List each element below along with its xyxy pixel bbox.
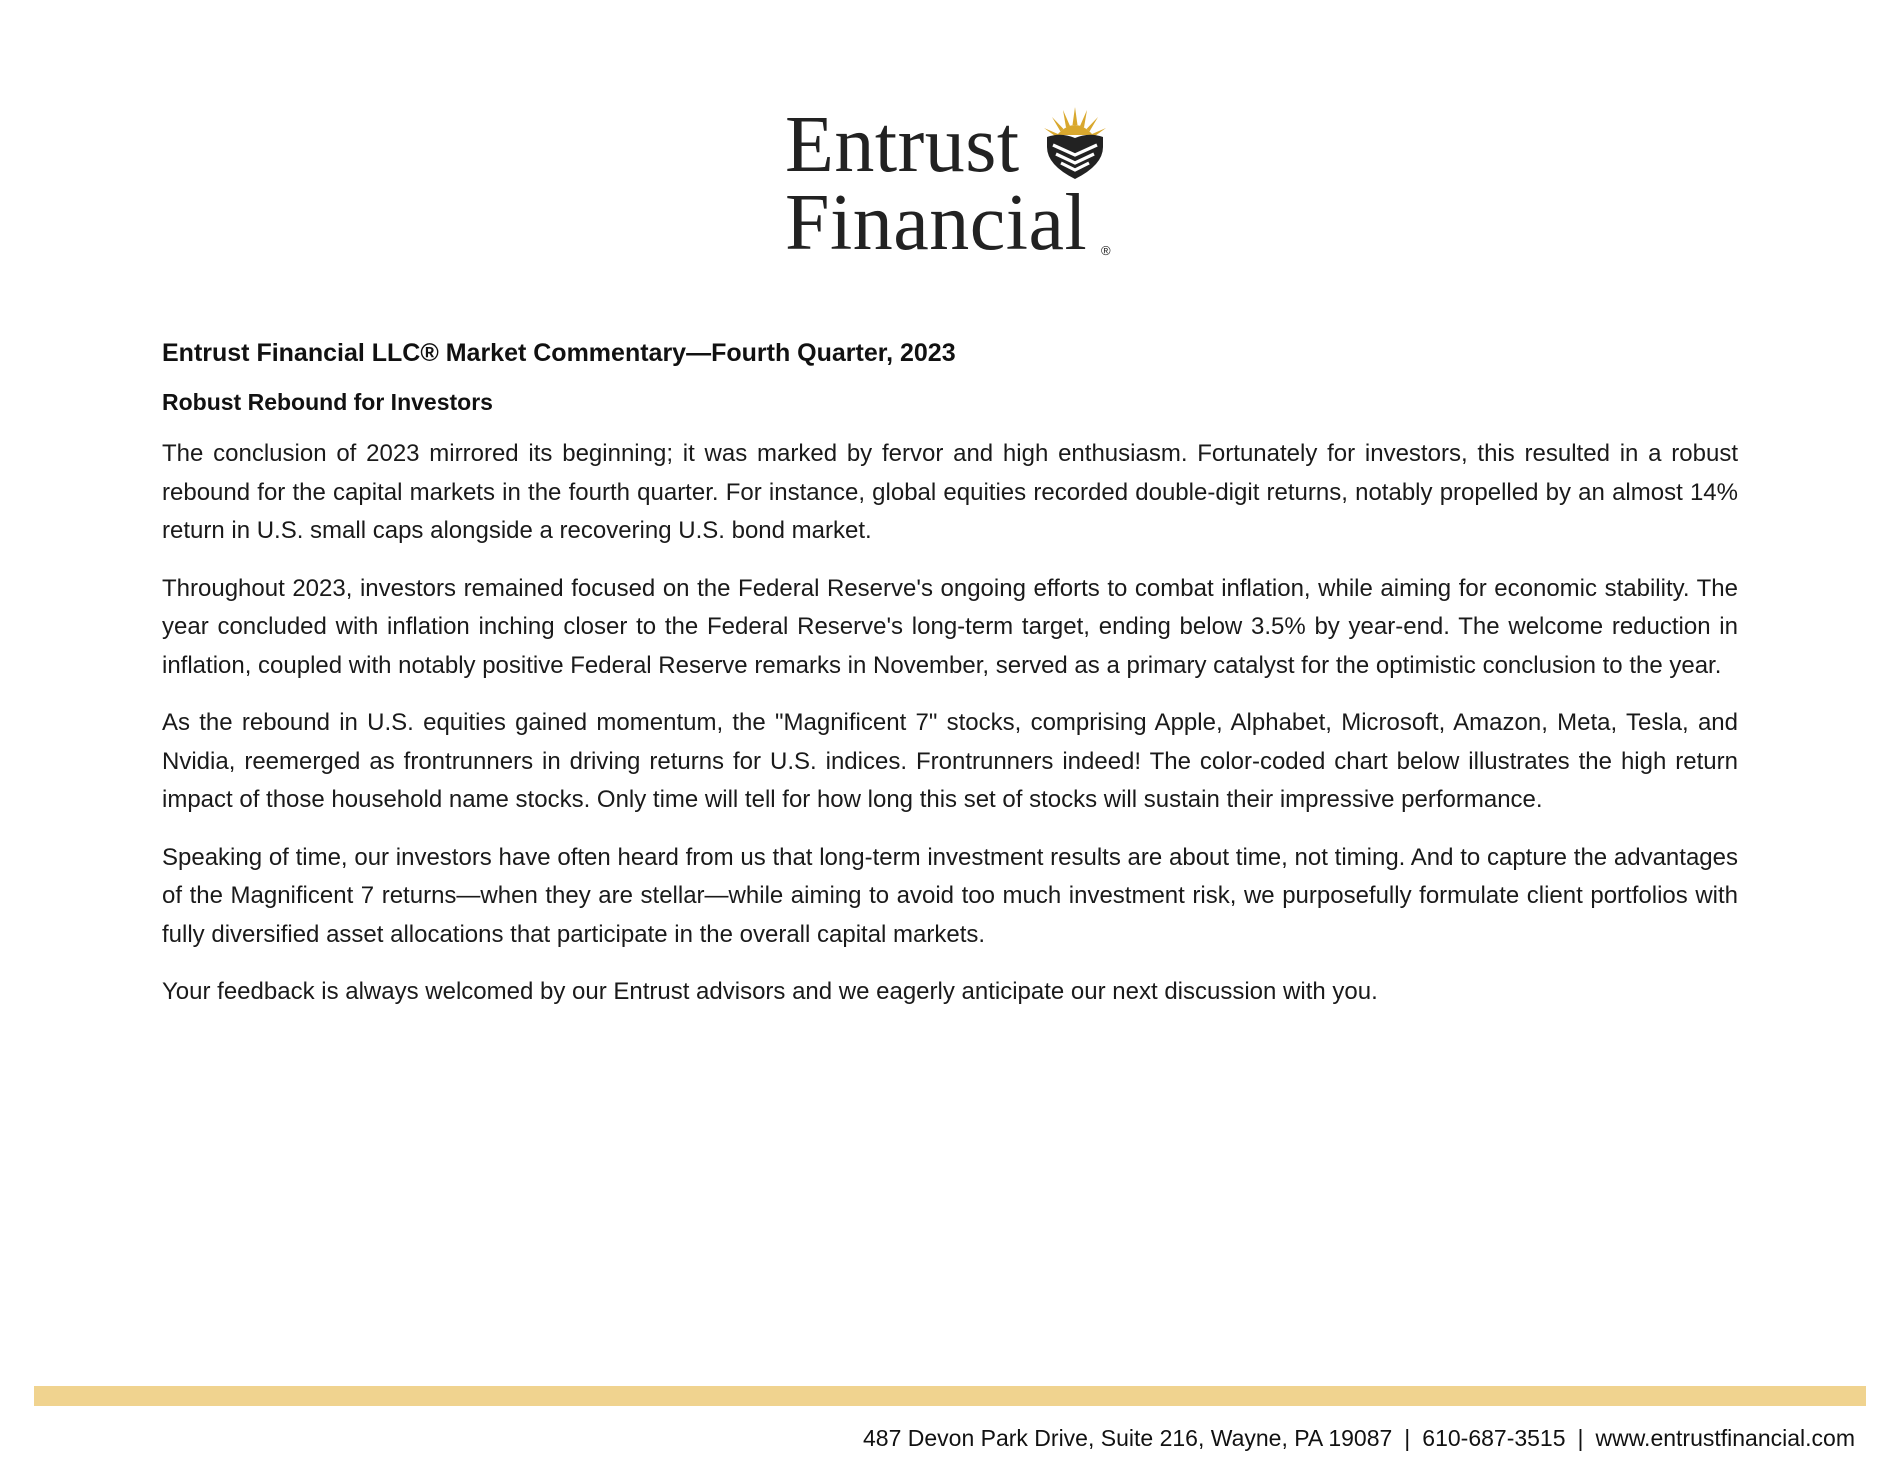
logo-word-entrust: Entrust — [785, 101, 1020, 189]
document-title: Entrust Financial LLC® Market Commentary—Fourth Quarter, 2023 — [162, 339, 956, 367]
footer-contact — [863, 1422, 1855, 1454]
paragraph-5: Your feedback is always welcomed by our Entrust advisors and we eagerly anticipate our next discussion with you. — [162, 978, 1378, 1005]
footer-address: 487 Devon Park Drive, Suite 216, Wayne, PA 19087 — [862, 1425, 1393, 1451]
paragraph-1: The conclusion of 2023 mirrored its beginning; it was marked by fervor and high enthusiasm. Fortunately for investors, this resulted in a robust rebound for the capital markets in the fourth quarter. For instance, global equities recorded double-digit returns, notably propelled by an almost 14% return in U.S. small caps alongside a recovering U.S. bond market. — [162, 440, 1738, 544]
section-heading: Robust Rebound for Investors — [162, 389, 493, 415]
footer-phone: 610-687-3515 — [1422, 1425, 1566, 1451]
commentary-body — [162, 336, 1738, 1031]
footer-separator: | — [1577, 1425, 1584, 1451]
company-logo — [785, 101, 1125, 267]
footer-divider-bar — [34, 1386, 1866, 1406]
paragraph-4: Speaking of time, our investors have often heard from us that long-term investment results are about time, not timing. And to capture the advantages of the Magnificent 7 returns—when they are stellar—while aiming to avoid too much investment risk, we purposefully formulate client portfolios with fully diversified asset allocations that participate in the overall capital markets. — [162, 843, 1738, 948]
paragraph-3: As the rebound in U.S. equities gained momentum, the "Magnificent 7" stocks, comprising Apple, Alphabet, Microsoft, Amazon, Meta, Tesla, and Nvidia, reemerged as frontrunners in driving returns for U.S. indices. Frontrunners indeed! The color-coded chart below illustrates the high return impact of those household name stocks. Only time will tell for how long this set of stocks will sustain their impressive performance. — [162, 709, 1738, 813]
logo-word-financial: Financial — [785, 179, 1088, 267]
sun-shield-icon — [1039, 105, 1111, 181]
footer-separator: | — [1404, 1425, 1411, 1451]
footer-website-link[interactable]: www.entrustfinancial.com — [1595, 1425, 1855, 1451]
paragraph-2: Throughout 2023, investors remained focused on the Federal Reserve's ongoing efforts to combat inflation, while aiming for economic stability. The year concluded with inflation inching closer to the Federal Reserve's long-term target, ending below 3.5% by year-end. The welcome reduction in inflation, coupled with notably positive Federal Reserve remarks in November, served as a primary catalyst for the optimistic conclusion to the year. — [162, 574, 1738, 679]
registered-mark: ® — [1101, 243, 1111, 258]
